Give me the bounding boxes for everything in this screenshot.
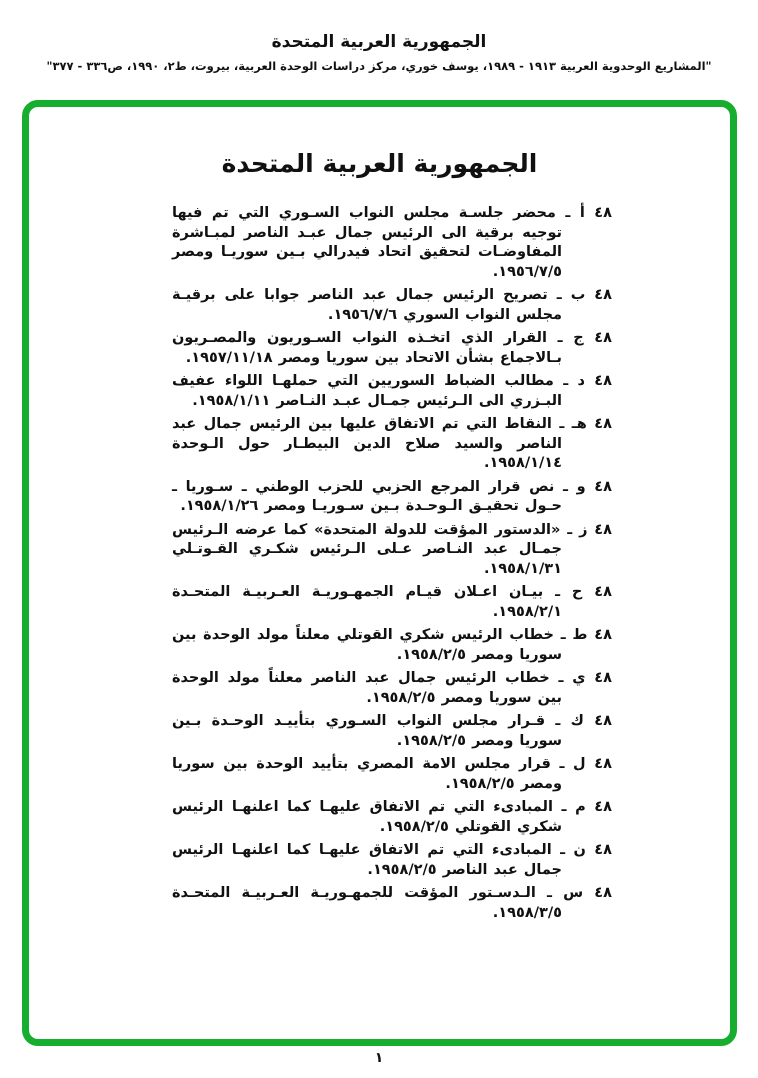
toc-item (172, 626, 612, 665)
toc-item-marker: ٤٨ ط ـ (560, 627, 612, 643)
toc-item (172, 755, 612, 794)
toc-item-marker: ٤٨ ي ـ (558, 670, 612, 686)
toc-item (172, 798, 612, 837)
toc-item-marker: ٤٨ ز ـ (567, 521, 612, 538)
toc-item (172, 204, 612, 282)
toc-item (172, 478, 612, 517)
toc-item-marker: ٤٨ س ـ (547, 885, 612, 901)
toc-item (172, 329, 612, 368)
toc-item-text: المبادىء التي تم الاتفاق عليهـا كما اعلنهـا الرئيس شكري القوتلي ١٩٥٨/٢/٥. (172, 799, 562, 835)
page-title: الجمهورية العربية المتحدة (271, 32, 487, 52)
page-header (0, 30, 758, 74)
toc-item-text: الـدسـتور المؤقت للجمهـوريـة العـربيـة المتحـدة ١٩٥٨/٣/٥. (172, 885, 562, 921)
document-title: الجمهورية العربية المتحدة (221, 149, 538, 178)
toc-item-text: خطاب الرئيس جمال عبد الناصر معلناً مولد الوحدة بين سوريا ومصر ١٩٥٨/٢/٥. (172, 670, 562, 706)
toc-item-text: النقاط التي تم الاتفاق عليها بين الرئيس جمال عبد الناصر والسيد صلاح الدين البيطـار حول الـوحدة ١٩٥٨/١/١٤. (172, 416, 562, 471)
toc-item (172, 712, 612, 751)
toc-item-text: محضر جلسـة مجلس النواب السـوري التي تم فيها توجيه برقية الى الرئيس جمال عبـد الناصر لمبـاشرة المفاوضـات لتحقيق اتحاد فيدرالي بـين سوريـا ومصر ١٩٥٦/٧/٥. (172, 205, 562, 280)
toc-item (172, 415, 612, 474)
toc-item-text: تصريح الرئيس جمال عبد الناصر جوابا على برقيـة مجلس النواب السوري ١٩٥٦/٧/٦. (172, 287, 562, 323)
toc-item-marker: ٤٨ د ـ (563, 373, 612, 389)
toc-item (172, 841, 612, 880)
toc-item-text: القرار الذي اتخـذه النواب السـوريون والمصـريون بـالاجماع بشأن الاتحاد بين سوريا ومصر ١٩٥٧/١١/١٨. (172, 330, 562, 366)
toc-item (172, 669, 612, 708)
toc-item-text: المبادىء التي تم الاتفاق عليهـا كما اعلنهـا الرئيس جمال عبد الناصر ١٩٥٨/٢/٥. (172, 842, 562, 878)
toc-item-marker: ٤٨ هـ ـ (559, 416, 612, 432)
toc-item-marker: ٤٨ ك ـ (555, 713, 612, 729)
source-citation: "المشاريع الوحدوية العربية ١٩١٣ - ١٩٨٩، يوسف خوري، مركز دراسات الوحدة العربية، بيروت، ط٢، ١٩٩٠، ص٣٣٦ - ٣٧٧" (46, 59, 712, 73)
toc-item (172, 884, 612, 923)
toc-item (172, 583, 612, 622)
content-frame (22, 100, 737, 1046)
toc-item-marker: ٤٨ و ـ (563, 478, 612, 495)
toc-item-marker: ٤٨ ج ـ (557, 330, 612, 346)
toc-item-text: خطاب الرئيس شكري القوتلي معلناً مولد الوحدة بين سوريا ومصر ١٩٥٨/٢/٥. (172, 627, 562, 663)
toc-item-text: مطالب الضباط السوريين التي حملهـا اللواء عفيف البـزري الى الـرئيس جمـال عبـد النـاصر ١٩٥٨/١/١١. (172, 373, 562, 409)
toc-item-marker: ٤٨ ب ـ (556, 287, 612, 303)
toc-list (172, 204, 612, 923)
toc-item-text: «الدستور المؤقت للدولة المتحدة» كما عرضه الـرئيس جمـال عبد النـاصر عـلى الـرئيس شكـري القـوتـلي ١٩٥٨/١/٣١. (172, 521, 562, 577)
toc-item-marker: ٤٨ م ـ (561, 799, 612, 815)
toc-item (172, 286, 612, 325)
toc-item (172, 521, 612, 580)
page-number: ١ (374, 1050, 384, 1066)
toc-item-text: بيـان اعـلان قيـام الجمهـوريـة العـربيـة المتحـدة ١٩٥٨/٢/١. (172, 584, 562, 620)
toc-item-marker: ٤٨ ل ـ (559, 756, 612, 772)
toc-item-marker: ٤٨ ح ـ (555, 584, 612, 600)
toc-item (172, 372, 612, 411)
toc-item-text: قرار مجلس الامة المصري بتأييد الوحدة بين سوريا ومصر ١٩٥٨/٢/٥. (172, 756, 562, 792)
toc-item-marker: ٤٨ ن ـ (560, 842, 612, 858)
toc-item-text: قـرار مجلس النواب السـوري بتأييـد الوحـدة بـين سوريا ومصر ١٩٥٨/٢/٥. (172, 713, 562, 749)
toc-item-marker: ٤٨ أ ـ (565, 205, 612, 221)
toc-item-text: نص قرار المرجع الحزبي للحزب الوطني ـ سـوريا ـ حـول تحقيـق الـوحـدة بـين سـوريـا ومصر ١٩٥٨/١/٢٦. (172, 478, 562, 514)
